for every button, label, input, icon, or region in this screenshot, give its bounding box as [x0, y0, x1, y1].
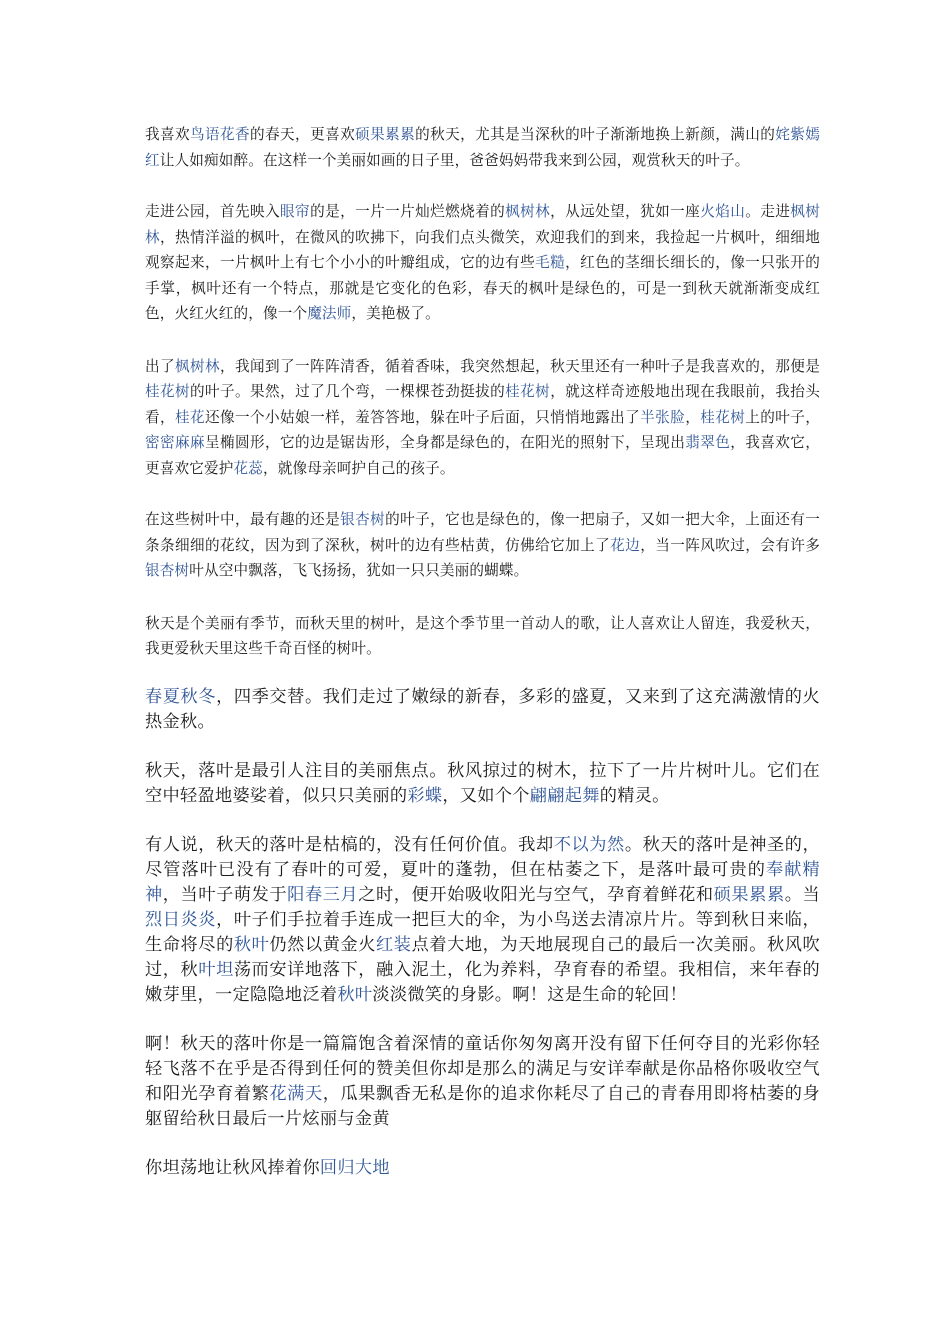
keyword-link[interactable]: 花满天: [269, 1083, 323, 1104]
keyword-link[interactable]: 硕果累累: [355, 126, 416, 143]
text-run: ，瓜果飘香无私是你的追求你耗尽了自己的青春用即将枯萎的身躯留给秋日最后一片炫丽与金黄: [145, 1083, 820, 1129]
keyword-link[interactable]: 硕果累累: [713, 884, 785, 905]
text-run: 荡而安详地落下，融入泥土，化为养料，孕育春的希望。我相信，来年春的嫩芽里，一定隐隐地泛着: [145, 959, 820, 1005]
text-run: 还像一个小姑娘一样，羞答答地，躲在叶子后面，只悄悄地露出了: [205, 408, 641, 426]
keyword-link[interactable]: 花边: [610, 536, 641, 554]
text-run: ，当一阵风吹过，会有许多: [640, 536, 820, 554]
keyword-link[interactable]: 银杏树: [145, 562, 190, 579]
keyword-link[interactable]: 眼帘: [280, 203, 311, 220]
text-run: ，我喜欢它，更喜欢它爱护: [145, 434, 820, 477]
text-run: ，: [685, 408, 701, 426]
keyword-link[interactable]: 火焰山: [700, 203, 746, 220]
keyword-link[interactable]: 奉献精神: [145, 859, 821, 905]
keyword-link[interactable]: 红装: [376, 934, 412, 955]
paragraph-9: [145, 1032, 820, 1132]
text-run: 的是，一片一片灿烂燃烧着的: [310, 203, 506, 220]
text-run: ，当叶子萌发于: [162, 884, 288, 905]
keyword-link[interactable]: 不以为然: [553, 834, 625, 855]
keyword-link[interactable]: 春夏秋冬: [145, 686, 217, 707]
paragraph-8: [145, 833, 820, 1008]
keyword-link[interactable]: 回归大地: [319, 1157, 390, 1178]
keyword-link[interactable]: 翩翩起舞: [529, 785, 600, 806]
text-run: 之时，便开始吸收阳光与空气，孕育着鲜花和: [358, 884, 714, 905]
paragraph-7: [145, 759, 820, 809]
keyword-link[interactable]: 烈日炎炎: [145, 909, 217, 930]
keyword-link[interactable]: 桂花: [175, 408, 206, 426]
keyword-link[interactable]: 阳春三月: [287, 884, 359, 905]
paragraph-5: [145, 611, 820, 662]
text-run: ，热情洋溢的枫叶，在微风的吹拂下，向我们点头微笑，欢迎我们的到来，我捡起一片枫叶，细细地观察起来，一片枫叶上有七个小小的叶瓣组成，它的边有些: [145, 228, 820, 271]
keyword-link[interactable]: 彩蝶: [407, 785, 443, 806]
keyword-link[interactable]: 叶坦: [198, 959, 234, 980]
keyword-link[interactable]: 密密麻麻: [145, 434, 206, 451]
text-run: 的叶子，它也是绿色的，像一把扇子，又如一把大伞，上面还有一条条细细的花纹，因为到了深秋，树叶的边有些枯黄，仿佛给它加上了: [145, 511, 821, 554]
text-run: 秋天是个美丽有季节，而秋天里的树叶，是这个季节里一首动人的歌，让人喜欢让人留连，我爱秋天，我更爱秋天里这些千奇百怪的树叶。: [145, 614, 820, 657]
text-run: 让人如痴如醉。在这样一个美丽如画的日子里，爸爸妈妈带我来到公园，观赏秋天的叶子。: [159, 151, 750, 169]
text-run: 在这些树叶中，最有趣的还是: [145, 511, 341, 528]
keyword-link[interactable]: 枫树林: [505, 203, 551, 220]
text-run: 的叶子。果然，过了几个弯，一棵棵苍劲挺拔的: [190, 383, 506, 400]
text-run: 。当: [784, 884, 820, 905]
keyword-link[interactable]: 翡翠色: [685, 434, 731, 451]
text-run: 点着大地，为天地展现自己的最后一次美丽。秋风吹过，秋: [145, 934, 820, 980]
text-run: 。秋天的落叶是神圣的，尽管落叶已没有了春叶的可爱，夏叶的蓬勃，但在枯萎之下，是落叶最可贵的: [145, 834, 821, 880]
text-run: 仍然以黄金火: [269, 934, 377, 955]
paragraph-6: [145, 685, 820, 735]
text-run: 呈椭圆形，它的边是锯齿形，全身都是绿色的，在阳光的照射下，呈现出: [205, 434, 686, 451]
text-run: ，我闻到了一阵阵清香，循着香味，我突然想起，秋天里还有一种叶子是我喜欢的，那便是: [220, 357, 820, 375]
text-run: ，就像母亲呵护自己的孩子。: [262, 459, 455, 477]
keyword-link[interactable]: 秋叶: [337, 984, 373, 1005]
paragraph-10: [145, 1156, 820, 1181]
keyword-link[interactable]: 桂花树: [700, 408, 746, 426]
text-run: 走进公园，首先映入: [145, 203, 281, 220]
text-run: 出了: [145, 357, 176, 375]
paragraph-1: [145, 122, 820, 173]
text-run: 上的叶子，: [745, 408, 820, 426]
keyword-link[interactable]: 毛糙: [535, 254, 566, 271]
paragraph-3: [145, 354, 820, 482]
paragraph-2: [145, 199, 820, 327]
keyword-link[interactable]: 枫树林: [175, 357, 221, 375]
text-run: ，美艳极了。: [351, 305, 440, 322]
text-run: 的精灵。: [599, 785, 670, 806]
text-run: ，四季交替。我们走过了嫩绿的新春，多彩的盛夏，又来到了这充满激情的火热金秋。: [145, 686, 821, 732]
text-run: ，红色的茎细长细长的，像一只张开的手掌，枫叶还有一个特点，那就是它变化的色彩，春天的枫叶是绿色的，可是一到秋天就渐渐变成红色，火红火红的，像一个: [145, 254, 820, 322]
text-run: 我喜欢: [145, 126, 191, 143]
keyword-link[interactable]: 枫树林: [145, 203, 820, 246]
keyword-link[interactable]: 魔法师: [307, 305, 352, 322]
text-run: 有人说，秋天的落叶是枯槁的，没有任何价值。我却: [145, 834, 554, 855]
keyword-link[interactable]: 鸟语花香: [190, 126, 251, 143]
text-run: 叶从空中飘落，飞飞扬扬，犹如一只只美丽的蝴蝶。: [189, 562, 529, 579]
keyword-link[interactable]: 花蕊: [233, 459, 263, 477]
text-run: 。走进: [745, 203, 791, 220]
text-run: ，从远处望，犹如一座: [550, 203, 701, 220]
text-run: ，又如个个: [442, 785, 530, 806]
text-run: 你坦荡地让秋风捧着你: [145, 1157, 320, 1178]
keyword-link[interactable]: 桂花树: [505, 383, 551, 400]
keyword-link[interactable]: 银杏树: [340, 511, 386, 528]
keyword-link[interactable]: 半张脸: [640, 408, 686, 426]
text-run: 的秋天，尤其是当深秋的叶子渐渐地换上新颜，满山的: [415, 126, 776, 143]
text-run: 的春天，更喜欢: [250, 126, 356, 143]
text-run: 啊！秋天的落叶你是一篇篇饱含着深情的童话你匆匆离开没有留下任何夺目的光彩你轻轻飞落不在乎是否得到任何的赞美但你却是那么的满足与安详奉献是你品格你吸收空气和阳光孕育着繁: [145, 1033, 820, 1104]
keyword-link[interactable]: 桂花树: [145, 383, 191, 400]
text-run: ，就这样奇迹般地出现在我眼前，我抬头看，: [145, 383, 821, 426]
text-run: 秋天，落叶是最引人注目的美丽焦点。秋风掠过的树木，拉下了一片片树叶儿。它们在空中轻盈地婆娑着，似只只美丽的: [145, 760, 820, 806]
keyword-link[interactable]: 秋叶: [233, 934, 270, 955]
text-run: ，叶子们手拉着手连成一把巨大的伞，为小鸟送去清凉片片。等到秋日来临，生命将尽的: [145, 909, 821, 955]
paragraph-4: [145, 507, 820, 584]
document-page: [145, 122, 820, 1181]
text-run: 淡淡微笑的身影。啊！这是生命的轮回！: [372, 984, 688, 1005]
keyword-link[interactable]: 姹紫嫣红: [145, 126, 821, 169]
